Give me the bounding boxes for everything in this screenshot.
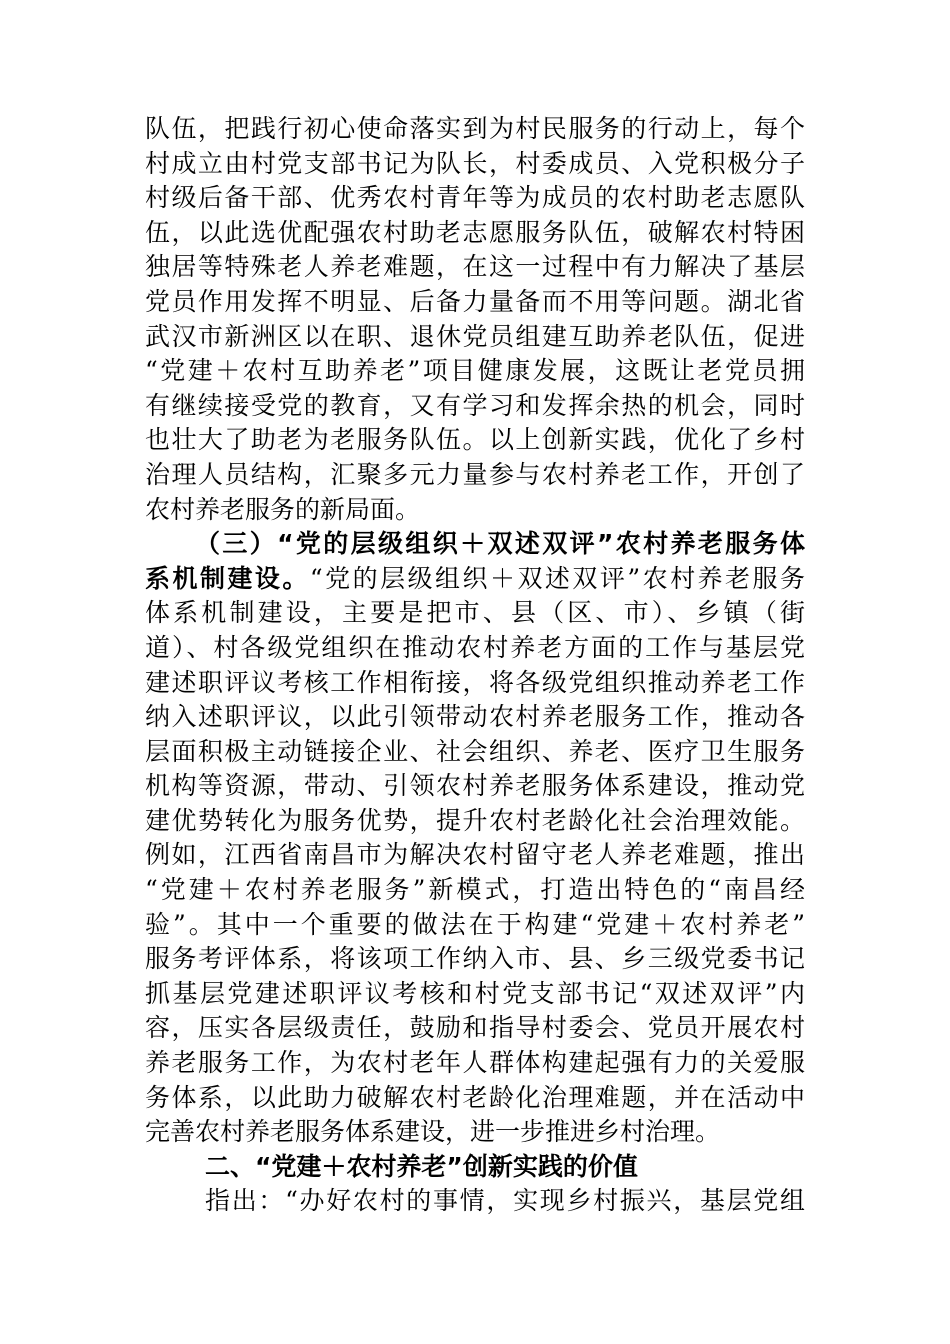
text-line: 体系机制建设，主要是把市、县（区、市）、乡镇（街 [145,598,805,628]
text-line: 容，压实各层级责任，鼓励和指导村委会、党员开展农村 [145,1013,805,1043]
text-line: 伍，以此选优配强农村助老志愿服务队伍，破解农村特困 [145,217,805,247]
text-line: 验”。其中一个重要的做法在于构建“党建＋农村养老” [145,909,805,939]
text-line: 农村养老服务的新局面。 [145,494,421,524]
text-run: “党的层级组织＋双述双评”农村养老服务 [309,563,805,593]
text-line: 纳入述职评议，以此引领带动农村养老服务工作，推动各 [145,702,805,732]
text-line: 抓基层党建述职评议考核和村党支部书记“双述双评”内 [145,978,805,1008]
paragraph-1 [145,112,805,527]
text-line: 有继续接受党的教育，又有学习和发挥余热的机会，同时 [145,390,805,420]
text-line: 机构等资源，带动、引领农村养老服务体系建设，推动党 [145,771,805,801]
text-line: 建述职评议考核工作相衔接，将各级党组织推动养老工作 [145,667,805,697]
text-line: 指出：“办好农村的事情，实现乡村振兴，基层党组 [205,1186,805,1216]
text-line: 党员作用发挥不明显、后备力量备而不用等问题。湖北省 [145,286,805,316]
text-line: 也壮大了助老为老服务队伍。以上创新实践，优化了乡村 [145,425,805,455]
text-line: 治理人员结构，汇聚多元力量参与农村养老工作，开创了 [145,459,805,489]
subsection-heading-tail: 系机制建设。 [145,563,310,593]
text-line: 养老服务工作，为农村老年人群体构建起强有力的关爱服 [145,1048,805,1078]
subsection-heading: （三）“党的层级组织＋双述双评”农村养老服务体 [195,529,805,559]
text-line: 建优势转化为服务优势，提升农村老龄化社会治理效能。 [145,805,805,835]
text-line: “党建＋农村互助养老”项目健康发展，这既让老党员拥 [145,356,805,386]
text-line: “党建＋农村养老服务”新模式，打造出特色的“南昌经 [145,875,805,905]
section-heading: 二、“党建＋农村养老”创新实践的价值 [205,1151,638,1181]
text-line: 武汉市新洲区以在职、退休党员组建互助养老队伍，促进 [145,321,805,351]
paragraph-2 [145,527,805,1150]
document-page [145,112,805,1219]
text-line: 例如，江西省南昌市为解决农村留守老人养老难题，推出 [145,840,805,870]
text-line: 村级后备干部、优秀农村青年等为成员的农村助老志愿队 [145,183,805,213]
text-line: 队伍，把践行初心使命落实到为村民服务的行动上，每个 [145,114,805,143]
text-line: 层面积极主动链接企业、社会组织、养老、医疗卫生服务 [145,736,805,766]
text-line: 独居等特殊老人养老难题，在这一过程中有力解决了基层 [145,252,805,282]
text-line: 完善农村养老服务体系建设，进一步推进乡村治理。 [145,1117,721,1147]
text-line: 务体系，以此助力破解农村老龄化治理难题，并在活动中 [145,1082,805,1112]
text-line: 服务考评体系，将该项工作纳入市、县、乡三级党委书记 [145,944,805,974]
text-line: 村成立由村党支部书记为队长，村委成员、入党积极分子 [145,148,805,178]
text-line: 道）、村各级党组织在推动农村养老方面的工作与基层党 [145,632,805,662]
text-line [145,562,805,597]
